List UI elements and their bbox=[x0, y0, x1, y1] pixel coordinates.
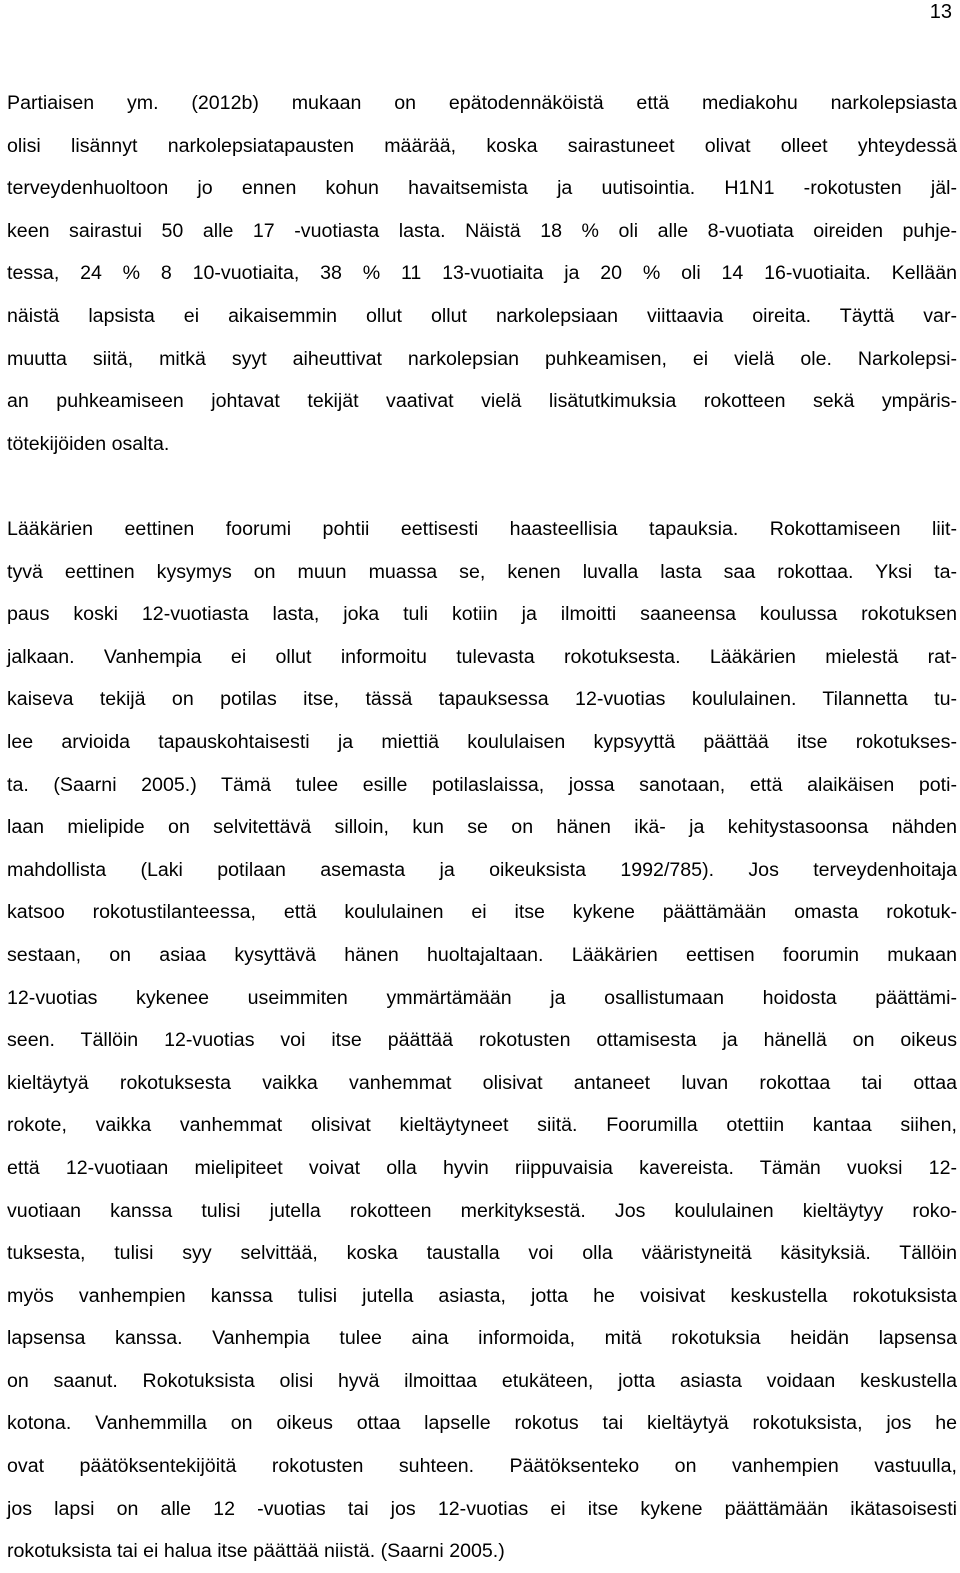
text-line: ovat päätöksentekijöitä rokotusten suhteen. Päätöksenteko on vanhempien vastuulla, bbox=[7, 1455, 957, 1478]
text-line: 12-vuotias kykenee useimmiten ymmärtämään ja osallistumaan hoidosta päättämi- bbox=[7, 986, 957, 1009]
text-line: sestaan, on asiaa kysyttävä hänen huoltajaltaan. Lääkärien eettisen foorumin mukaan bbox=[7, 943, 957, 966]
text-line: keen sairastui 50 alle 17 -vuotiasta lasta. Näistä 18 % oli alle 8-vuotiata oireiden puhje- bbox=[7, 219, 957, 242]
text-line: tuksesta, tulisi syy selvittää, koska taustalla voi olla vääristyneitä käsityksiä. Tällöin bbox=[7, 1242, 957, 1265]
text-line: an puhkeamiseen johtavat tekijät vaativat vielä lisätutkimuksia rokotteen sekä ympäris- bbox=[7, 390, 957, 413]
page-number: 13 bbox=[929, 1, 952, 23]
text-line: että 12-vuotiaan mielipiteet voivat olla hyvin riippuvaisia kavereista. Tämän vuoksi 12- bbox=[7, 1156, 957, 1179]
text-line: vuotiaan kanssa tulisi jutella rokotteen merkityksestä. Jos koululainen kieltäytyy roko- bbox=[7, 1199, 957, 1222]
text-line: rokote, vaikka vanhemmat olisivat kieltäytyneet siitä. Foorumilla otettiin kantaa siihen, bbox=[7, 1114, 957, 1137]
text-line: Partiaisen ym. (2012b) mukaan on epätodennäköistä että mediakohu narkolepsiasta bbox=[7, 92, 957, 114]
text-line: jos lapsi on alle 12 -vuotias tai jos 12-vuotias ei itse kykene päättämään ikätasoisesti bbox=[7, 1497, 957, 1520]
text-line: seen. Tällöin 12-vuotias voi itse päättää rokotusten ottamisesta ja hänellä on oikeus bbox=[7, 1029, 957, 1052]
text-line: rokotuksista tai ei halua itse päättää niistä. (Saarni 2005.) bbox=[7, 1540, 505, 1563]
text-line: paus koski 12-vuotiasta lasta, joka tuli kotiin ja ilmoitti saaneensa koulussa rokotuksen bbox=[7, 603, 957, 626]
text-line: tessa, 24 % 8 10-vuotiaita, 38 % 11 13-vuotiaita ja 20 % oli 14 16-vuotiaita. Kellään bbox=[7, 262, 957, 285]
text-line: terveydenhuoltoon jo ennen kohun havaitsemista ja uutisointia. H1N1 -rokotusten jäl- bbox=[7, 177, 957, 200]
text-line: tötekijöiden osalta. bbox=[7, 432, 170, 455]
text-line: kieltäytyä rokotuksesta vaikka vanhemmat olisivat antaneet luvan rokottaa tai ottaa bbox=[7, 1071, 957, 1094]
text-line: tyvä eettinen kysymys on muun muassa se, kenen luvalla lasta saa rokottaa. Yksi ta- bbox=[7, 560, 957, 583]
paragraph-ethics-forum bbox=[7, 508, 957, 1573]
text-line: olisi lisännyt narkolepsiatapausten määrää, koska sairastuneet olivat olleet yhteydessä bbox=[7, 134, 957, 157]
text-line: jalkaan. Vanhempia ei ollut informoitu tulevasta rokotuksesta. Lääkärien mielestä rat- bbox=[7, 645, 957, 668]
text-line: kaiseva tekijä on potilas itse, tässä tapauksessa 12-vuotias koululainen. Tilannetta tu- bbox=[7, 688, 957, 711]
paragraph-narcolepsy bbox=[7, 82, 957, 465]
text-line: laan mielipide on selvitettävä silloin, kun se on hänen ikä- ja kehitystasoonsa nähden bbox=[7, 816, 957, 839]
text-line: näistä lapsista ei aikaisemmin ollut ollut narkolepsiaan viittaavia oireita. Täyttä var- bbox=[7, 304, 957, 327]
text-line: myös vanhempien kanssa tulisi jutella asiasta, jotta he voisivat keskustella rokotuksista bbox=[7, 1284, 957, 1307]
text-line: muutta siitä, mitkä syyt aiheuttivat narkolepsian puhkeamisen, ei vielä ole. Narkolepsi- bbox=[7, 347, 957, 370]
text-line: mahdollista (Laki potilaan asemasta ja oikeuksista 1992/785). Jos terveydenhoitaja bbox=[7, 858, 957, 881]
text-line: kotona. Vanhemmilla on oikeus ottaa lapselle rokotus tai kieltäytyä rokotuksista, jos he bbox=[7, 1412, 957, 1435]
text-line: Lääkärien eettinen foorumi pohtii eettisesti haasteellisia tapauksia. Rokottamiseen liit- bbox=[7, 518, 957, 540]
text-line: lapsensa kanssa. Vanhempia tulee aina informoida, mitä rokotuksia heidän lapsensa bbox=[7, 1327, 957, 1350]
text-line: lee arvioida tapauskohtaisesti ja miettiä koululaisen kypsyyttä päättää itse rokotukses- bbox=[7, 730, 957, 753]
text-line: on saanut. Rokotuksista olisi hyvä ilmoittaa etukäteen, jotta asiasta voidaan keskustella bbox=[7, 1369, 957, 1392]
text-line: ta. (Saarni 2005.) Tämä tulee esille potilaslaissa, jossa sanotaan, että alaikäisen poti- bbox=[7, 773, 957, 796]
text-line: katsoo rokotustilanteessa, että koululainen ei itse kykene päättämään omasta rokotuk- bbox=[7, 901, 957, 924]
